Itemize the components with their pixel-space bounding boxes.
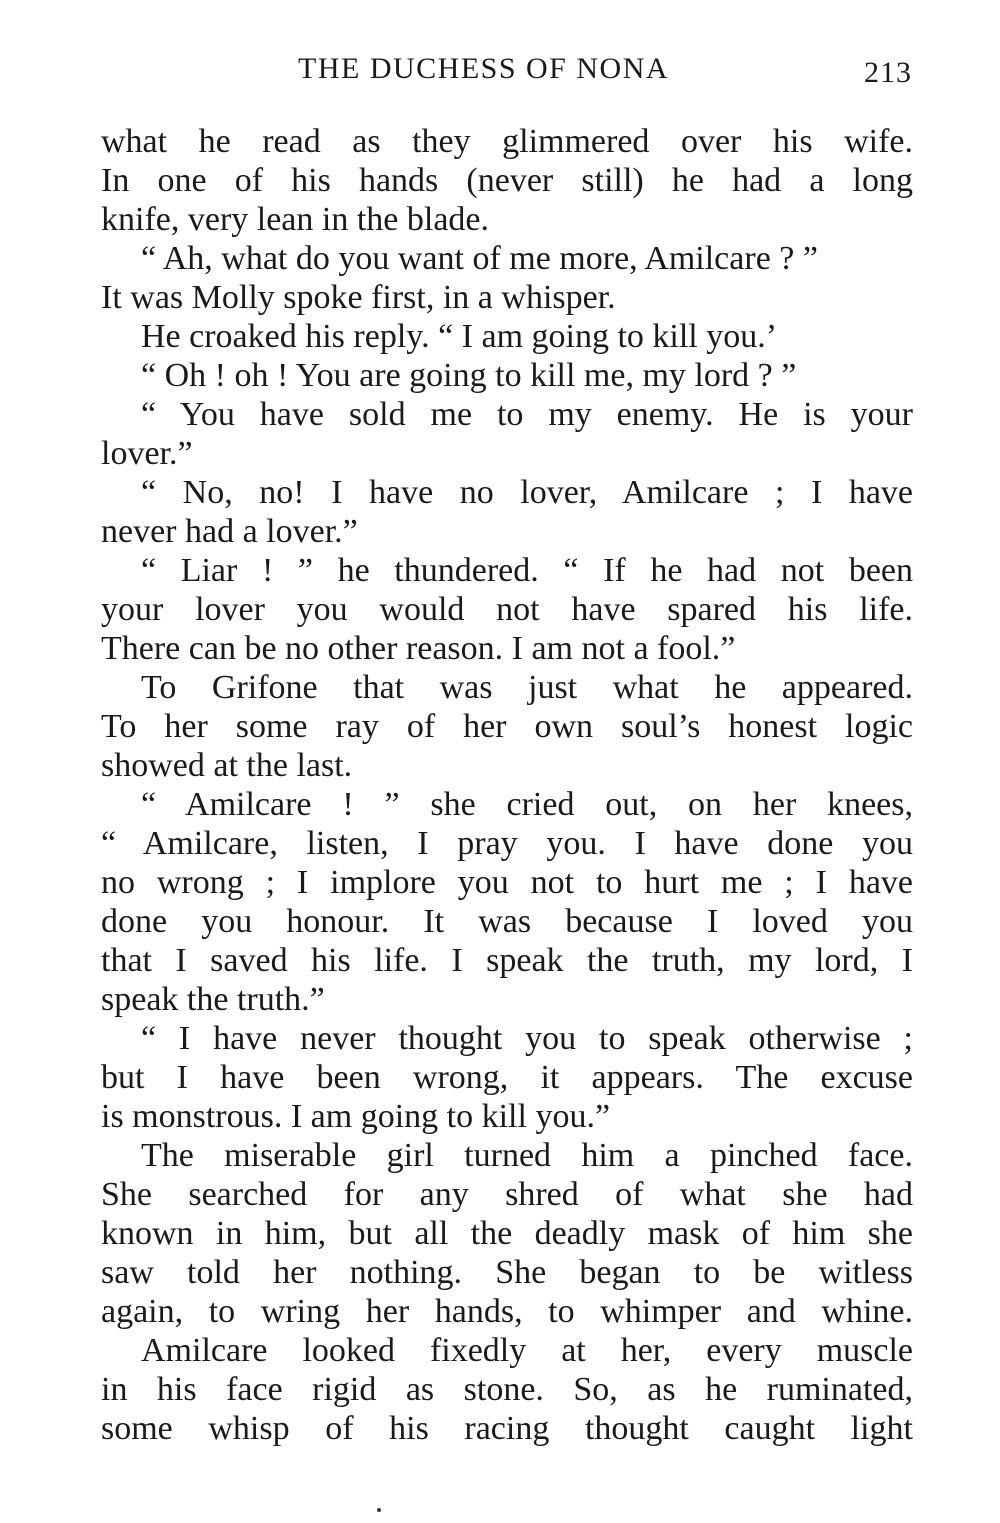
- text-line: To her some ray of her own soul’s honest logic: [101, 708, 913, 745]
- text-line: your lover you would not have spared his life.: [101, 591, 913, 628]
- text-line: knife, very lean in the blade.: [101, 201, 490, 238]
- text-line: “ I have never thought you to speak otherwise ;: [141, 1020, 913, 1057]
- text-line: showed at the last.: [101, 747, 353, 784]
- text-line: again, to wring her hands, to whimper and whine.: [101, 1293, 913, 1330]
- text-line: “ No, no! I have no lover, Amilcare ; I have: [141, 474, 913, 511]
- text-line: in his face rigid as stone. So, as he ruminated,: [101, 1371, 913, 1408]
- text-line: some whisp of his racing thought caught light: [101, 1410, 913, 1447]
- text-line: “ Amilcare, listen, I pray you. I have done you: [101, 825, 913, 862]
- text-line: done you honour. It was because I loved you: [101, 903, 913, 940]
- text-line: “ Oh ! oh ! You are going to kill me, my lord ? ”: [141, 357, 797, 394]
- text-line: Amilcare looked fixedly at her, every muscle: [141, 1332, 913, 1369]
- page-speck: [377, 1508, 381, 1512]
- text-line: speak the truth.”: [101, 981, 325, 1018]
- text-line: that I saved his life. I speak the truth, my lord, I: [101, 942, 913, 979]
- text-line: “ Ah, what do you want of me more, Amilcare ? ”: [141, 240, 818, 277]
- text-line: but I have been wrong, it appears. The excuse: [101, 1059, 913, 1096]
- text-line: never had a lover.”: [101, 513, 358, 550]
- text-line: what he read as they glimmered over his wife.: [101, 123, 913, 160]
- text-line: It was Molly spoke first, in a whisper.: [101, 279, 616, 316]
- text-line: She searched for any shred of what she had: [101, 1176, 913, 1213]
- text-line: no wrong ; I implore you not to hurt me ; I have: [101, 864, 913, 901]
- text-line: “ Liar ! ” he thundered. “ If he had not been: [141, 552, 913, 589]
- body-text: [101, 122, 913, 1448]
- page-number: 213: [864, 56, 912, 89]
- text-line: is monstrous. I am going to kill you.”: [101, 1098, 611, 1135]
- text-line: “ You have sold me to my enemy. He is your: [141, 396, 913, 433]
- text-line: He croaked his reply. “ I am going to kill you.’: [141, 318, 778, 355]
- text-line: “ Amilcare ! ” she cried out, on her knees,: [141, 786, 913, 823]
- text-line: The miserable girl turned him a pinched face.: [141, 1137, 913, 1174]
- text-line: There can be no other reason. I am not a fool.”: [101, 630, 736, 667]
- text-line: known in him, but all the deadly mask of him she: [101, 1215, 913, 1252]
- text-line: saw told her nothing. She began to be witless: [101, 1254, 913, 1291]
- text-line: In one of his hands (never still) he had a long: [101, 162, 913, 199]
- running-title: THE DUCHESS OF NONA: [298, 52, 670, 85]
- text-line: To Grifone that was just what he appeared.: [141, 669, 913, 706]
- page-header: [100, 52, 912, 92]
- text-line: lover.”: [101, 435, 193, 472]
